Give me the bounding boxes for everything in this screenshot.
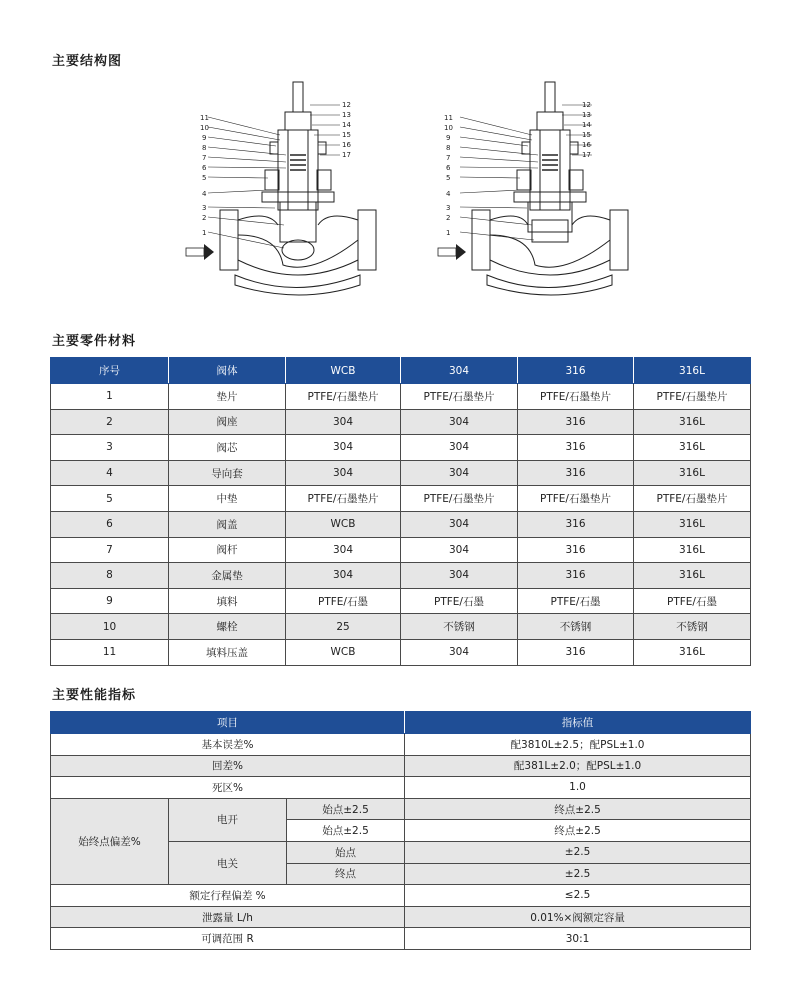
table-cell: 5 (51, 486, 169, 512)
callout-11: 11 (200, 114, 209, 122)
table-cell: 8 (51, 563, 169, 589)
table-cell: PTFE/石墨垫片 (518, 486, 634, 512)
table-cell: 6 (51, 511, 169, 537)
table-cell: PTFE/石墨 (634, 588, 751, 614)
table-cell: 填料 (169, 588, 286, 614)
table-row (51, 563, 751, 589)
callout-3: 3 (446, 204, 451, 212)
table-cell: 中垫 (169, 486, 286, 512)
table-cell: 死区% (51, 777, 405, 799)
table-cell: 304 (401, 460, 518, 486)
callout-9: 9 (446, 134, 451, 142)
table-cell: 304 (401, 409, 518, 435)
table-cell: 316L (634, 537, 751, 563)
table-row (51, 734, 751, 756)
table-cell: 泄露量 L/h (51, 906, 405, 928)
valve-structure-diagram-left (180, 80, 380, 300)
table-cell: 304 (286, 563, 401, 589)
table-cell: 30:1 (405, 928, 751, 950)
callout-1: 1 (202, 229, 207, 237)
table-cell: 316L (634, 563, 751, 589)
table-cell: 螺栓 (169, 614, 286, 640)
table-row (51, 409, 751, 435)
table-cell: 终点±2.5 (405, 820, 751, 842)
callout-17: 17 (582, 151, 591, 159)
valve-structure-diagram-right (432, 80, 632, 300)
callout-12: 12 (582, 101, 591, 109)
table-cell: PTFE/石墨垫片 (518, 384, 634, 410)
callout-4: 4 (202, 190, 207, 198)
callout-11: 11 (444, 114, 453, 122)
table-cell: 316L (634, 435, 751, 461)
header-cell: 316L (634, 358, 751, 384)
table-row (51, 486, 751, 512)
table-cell: 304 (401, 435, 518, 461)
table-cell: PTFE/石墨垫片 (634, 384, 751, 410)
table-row (51, 885, 751, 907)
table-cell: 316 (518, 511, 634, 537)
table-cell: 304 (401, 639, 518, 665)
table-row (51, 511, 751, 537)
table-cell: WCB (286, 511, 401, 537)
table-row (51, 460, 751, 486)
callout-6: 6 (446, 164, 451, 172)
table-cell: 304 (286, 435, 401, 461)
table-cell: 回差% (51, 755, 405, 777)
header-cell: WCB (286, 358, 401, 384)
table-cell: 始点 (287, 841, 405, 863)
table-cell: WCB (286, 639, 401, 665)
flow-arrow-icon (186, 244, 214, 260)
callout-3: 3 (202, 204, 207, 212)
materials-header-row (51, 358, 751, 384)
table-cell: 金属垫 (169, 563, 286, 589)
callout-15: 15 (342, 131, 351, 139)
table-row (51, 537, 751, 563)
callout-13: 13 (582, 111, 591, 119)
table-cell: 配381L±2.0；配PSL±1.0 (405, 755, 751, 777)
table-cell: 3 (51, 435, 169, 461)
table-cell: PTFE/石墨垫片 (401, 384, 518, 410)
header-cell: 阀体 (169, 358, 286, 384)
callout-5: 5 (446, 174, 451, 182)
table-cell: 可调范围 R (51, 928, 405, 950)
table-cell: 316L (634, 460, 751, 486)
table-cell: 阀盖 (169, 511, 286, 537)
callout-10: 10 (200, 124, 209, 132)
table-cell: 基本误差% (51, 734, 405, 756)
callout-10: 10 (444, 124, 453, 132)
table-cell: ±2.5 (405, 841, 751, 863)
table-cell: 垫片 (169, 384, 286, 410)
callout-lines-left (208, 105, 340, 248)
table-cell: PTFE/石墨 (401, 588, 518, 614)
callout-1: 1 (446, 229, 451, 237)
table-cell: 304 (286, 409, 401, 435)
table-cell: 11 (51, 639, 169, 665)
table-cell: 额定行程偏差 % (51, 885, 405, 907)
header-cell: 指标值 (405, 712, 751, 734)
table-cell: 阀杆 (169, 537, 286, 563)
table-cell: 4 (51, 460, 169, 486)
table-cell: PTFE/石墨 (518, 588, 634, 614)
callout-16: 16 (342, 141, 351, 149)
table-cell: 终点 (287, 863, 405, 885)
table-cell: 25 (286, 614, 401, 640)
table-cell: 304 (401, 563, 518, 589)
header-cell: 序号 (51, 358, 169, 384)
table-row (51, 435, 751, 461)
section-title-structure: 主要结构图 (52, 54, 123, 69)
table-cell: 10 (51, 614, 169, 640)
table-cell: 1.0 (405, 777, 751, 799)
valve-body-drawing (220, 82, 376, 295)
performance-header-row (51, 712, 751, 734)
table-cell: 0.01%×阀额定容量 (405, 906, 751, 928)
header-cell: 316 (518, 358, 634, 384)
table-cell: PTFE/石墨 (286, 588, 401, 614)
table-cell: 316 (518, 435, 634, 461)
table-cell: 316 (518, 537, 634, 563)
section-title-materials: 主要零件材料 (52, 334, 137, 349)
table-cell: 不锈钢 (401, 614, 518, 640)
callout-12: 12 (342, 101, 351, 109)
table-cell: PTFE/石墨垫片 (286, 384, 401, 410)
table-cell: ≤2.5 (405, 885, 751, 907)
callout-13: 13 (342, 111, 351, 119)
table-cell: 终点±2.5 (405, 798, 751, 820)
table-cell: 7 (51, 537, 169, 563)
table-cell: 316L (634, 511, 751, 537)
header-cell: 项目 (51, 712, 405, 734)
callout-8: 8 (446, 144, 451, 152)
table-cell: 电开 (169, 798, 287, 841)
table-cell: 2 (51, 409, 169, 435)
table-row (51, 384, 751, 410)
header-cell: 304 (401, 358, 518, 384)
flow-arrow-icon (438, 244, 466, 260)
table-cell: 316 (518, 639, 634, 665)
table-cell: 316 (518, 409, 634, 435)
table-cell: 配3810L±2.5；配PSL±1.0 (405, 734, 751, 756)
table-cell: 不锈钢 (518, 614, 634, 640)
table-row (51, 639, 751, 665)
table-cell: 导向套 (169, 460, 286, 486)
table-row (51, 755, 751, 777)
callout-2: 2 (202, 214, 207, 222)
table-cell: 304 (286, 460, 401, 486)
valve-body-drawing (472, 82, 628, 295)
table-cell: 316 (518, 460, 634, 486)
callout-6: 6 (202, 164, 207, 172)
table-cell: 316L (634, 639, 751, 665)
table-cell: 阀芯 (169, 435, 286, 461)
table-row (51, 614, 751, 640)
materials-table (50, 357, 751, 666)
callout-15: 15 (582, 131, 591, 139)
callout-14: 14 (342, 121, 351, 129)
table-cell: 1 (51, 384, 169, 410)
callout-17: 17 (342, 151, 351, 159)
table-cell: 始点±2.5 (287, 798, 405, 820)
table-cell: 阀座 (169, 409, 286, 435)
table-cell: 始终点偏差% (51, 798, 169, 884)
table-cell: 304 (286, 537, 401, 563)
callout-9: 9 (202, 134, 207, 142)
table-cell: PTFE/石墨垫片 (286, 486, 401, 512)
callout-2: 2 (446, 214, 451, 222)
table-cell: 不锈钢 (634, 614, 751, 640)
table-row (51, 798, 751, 820)
callout-7: 7 (202, 154, 207, 162)
table-cell: 304 (401, 537, 518, 563)
table-cell: ±2.5 (405, 863, 751, 885)
table-row (51, 777, 751, 799)
callout-16: 16 (582, 141, 591, 149)
callout-labels-left (200, 101, 351, 237)
table-cell: PTFE/石墨垫片 (401, 486, 518, 512)
section-title-performance: 主要性能指标 (52, 688, 137, 703)
table-row (51, 928, 751, 950)
table-cell: PTFE/石墨垫片 (634, 486, 751, 512)
table-cell: 316L (634, 409, 751, 435)
table-cell: 9 (51, 588, 169, 614)
table-row (51, 588, 751, 614)
table-cell: 316 (518, 563, 634, 589)
callout-14: 14 (582, 121, 591, 129)
callout-8: 8 (202, 144, 207, 152)
callout-5: 5 (202, 174, 207, 182)
table-cell: 电关 (169, 841, 287, 884)
callout-7: 7 (446, 154, 451, 162)
table-cell: 304 (401, 511, 518, 537)
table-cell: 填料压盖 (169, 639, 286, 665)
table-cell: 始点±2.5 (287, 820, 405, 842)
callout-4: 4 (446, 190, 451, 198)
table-row (51, 906, 751, 928)
performance-table (50, 711, 751, 950)
